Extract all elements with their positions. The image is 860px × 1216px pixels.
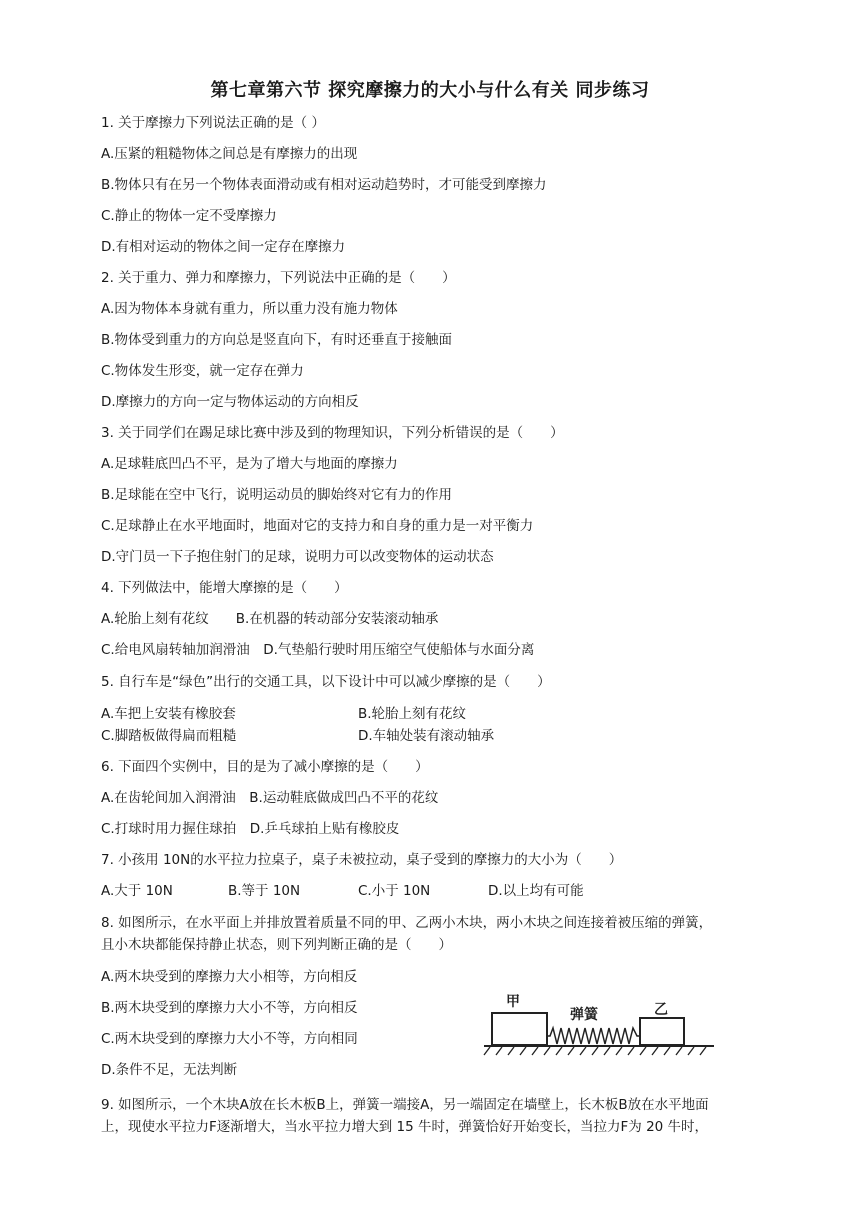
spring [547,1028,640,1044]
q2-stem: 2. 关于重力、弹力和摩擦力，下列说法中正确的是（ ） [101,270,456,286]
q5-option-b: B.轮胎上刻有花纹 [358,706,467,722]
q3-option-d: D.守门员一下子抱住射门的足球，说明力可以改变物体的运动状态 [101,549,494,565]
q3-option-a: A.足球鞋底凹凸不平，是为了增大与地面的摩擦力 [101,456,398,472]
q2-option-c: C.物体发生形变，就一定存在弹力 [101,363,304,379]
q7-option-a: A.大于 10N [101,883,173,899]
q1-option-b: B.物体只有在另一个物体表面滑动或有相对运动趋势时，才可能受到摩擦力 [101,177,547,193]
q9-stem-line2: 上，现使水平拉力F逐渐增大，当水平拉力增大到 15 牛时，弹簧恰好开始变长，当拉力F为 20 牛时， [101,1119,709,1135]
q4-stem: 4. 下列做法中，能增大摩擦的是（ ） [101,580,348,596]
q6-options-ab: A.在齿轮间加入润滑油 B.运动鞋底做成凹凸不平的花纹 [101,790,439,806]
q2-option-d: D.摩擦力的方向一定与物体运动的方向相反 [101,394,359,410]
q2-option-b: B.物体受到重力的方向总是竖直向下，有时还垂直于接触面 [101,332,453,348]
q9-stem-line1: 9. 如图所示，一个木块A放在长木板B上，弹簧一端接A，另一端固定在墙壁上，长木板B放在水平地面 [101,1097,709,1113]
label-spring: 弹簧 [570,1007,598,1023]
q1-option-c: C.静止的物体一定不受摩擦力 [101,208,277,224]
q3-option-c: C.足球静止在水平地面时，地面对它的支持力和自身的重力是一对平衡力 [101,518,534,534]
q2-option-a: A.因为物体本身就有重力，所以重力没有施力物体 [101,301,398,317]
q8-stem-line2: 且小木块都能保持静止状态，则下列判断正确的是（ ） [101,937,452,953]
q6-options-cd: C.打球时用力握住球拍 D.乒乓球拍上贴有橡胶皮 [101,821,400,837]
ground-hatching [484,1047,706,1055]
q7-option-b: B.等于 10N [228,883,301,899]
q1-stem: 1. 关于摩擦力下列说法正确的是（ ） [101,115,325,131]
q7-option-c: C.小于 10N [358,883,431,899]
q7-stem: 7. 小孩用 10N的水平拉力拉桌子，桌子未被拉动，桌子受到的摩擦力的大小为（ ） [101,852,623,868]
q8-option-a: A.两木块受到的摩擦力大小相等，方向相反 [101,969,358,985]
label-yi: 乙 [654,1002,668,1018]
q1-option-a: A.压紧的粗糙物体之间总是有摩擦力的出现 [101,146,358,162]
q6-stem: 6. 下面四个实例中，目的是为了减小摩擦的是（ ） [101,759,429,775]
q5-option-d: D.车轴处装有滚动轴承 [358,728,495,744]
spring-blocks-diagram [482,986,718,1056]
q8-option-d: D.条件不足，无法判断 [101,1062,238,1078]
label-jia: 甲 [506,994,520,1010]
q4-options-cd: C.给电风扇转轴加润滑油 D.气垫船行驶时用压缩空气使船体与水面分离 [101,642,535,658]
q8-stem-line1: 8. 如图所示，在水平面上并排放置着质量不同的甲、乙两小木块，两小木块之间连接着被压缩的弹簧， [101,915,713,931]
q4-options-ab: A.轮胎上刻有花纹 B.在机器的转动部分安装滚动轴承 [101,611,439,627]
q5-option-a: A.车把上安装有橡胶套 [101,706,236,722]
q3-stem: 3. 关于同学们在踢足球比赛中涉及到的物理知识，下列分析错误的是（ ） [101,425,564,441]
page-title: 第七章第六节 探究摩擦力的大小与什么有关 同步练习 [210,80,650,101]
block-jia [492,1013,547,1045]
q7-option-d: D.以上均有可能 [488,883,584,899]
q3-option-b: B.足球能在空中飞行，说明运动员的脚始终对它有力的作用 [101,487,453,503]
q8-option-c: C.两木块受到的摩擦力大小不等，方向相同 [101,1031,358,1047]
q5-option-c: C.脚踏板做得扁而粗糙 [101,728,237,744]
q1-option-d: D.有相对运动的物体之间一定存在摩擦力 [101,239,346,255]
q8-option-b: B.两木块受到的摩擦力大小不等，方向相反 [101,1000,358,1016]
q5-stem: 5. 自行车是“绿色”出行的交通工具，以下设计中可以减少摩擦的是（ ） [101,674,551,690]
block-yi [640,1018,684,1045]
